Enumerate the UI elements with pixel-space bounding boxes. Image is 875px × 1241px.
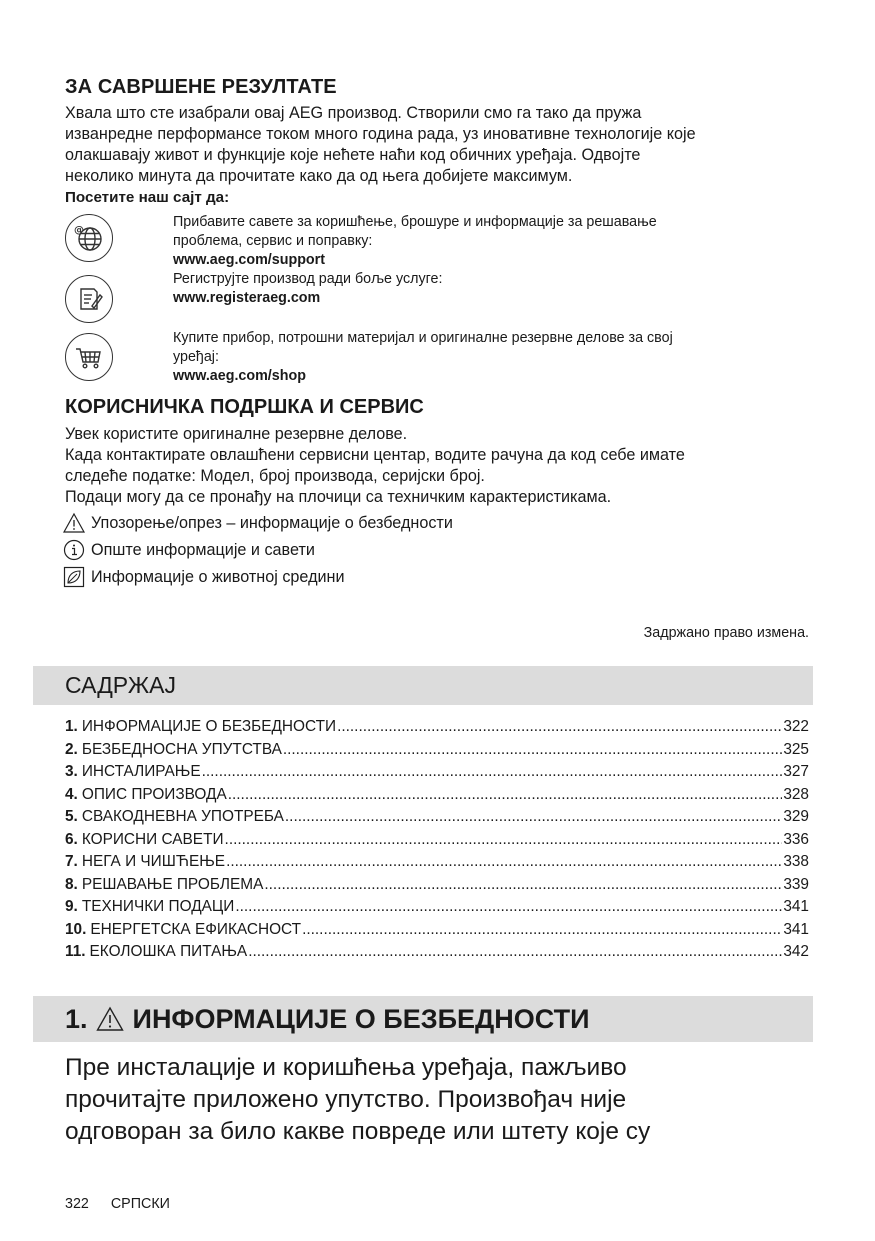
intro-heading: ЗА САВРШЕНЕ РЕЗУЛТАТЕ [65, 76, 337, 98]
legend-environment [63, 566, 345, 588]
legend-info-text: Опште информације и савети [91, 540, 315, 559]
legend-warning [63, 512, 453, 534]
toc-item-number: 9. [65, 898, 78, 915]
support-link[interactable]: www.aeg.com/support [173, 252, 325, 268]
toc-list [65, 716, 809, 964]
toc-item[interactable] [65, 829, 809, 852]
toc-item-number: 2. [65, 740, 78, 758]
register-link[interactable]: www.registeraeg.com [173, 290, 321, 306]
info-icon [63, 539, 85, 561]
section-title: ИНФОРМАЦИЈЕ О БЕЗБЕДНОСТИ [132, 1003, 590, 1034]
toc-item-page: 338 [783, 853, 809, 870]
toc-item-page: 325 [783, 740, 809, 758]
support-line: следеће податке: Модел, број производа, серијски број. [65, 467, 485, 485]
svg-text:@: @ [74, 225, 84, 236]
toc-item-label: ОПИС ПРОИЗВОДА [81, 785, 227, 803]
toc-item-page: 341 [783, 898, 809, 915]
toc-item-number: 6. [65, 830, 78, 848]
toc-item-number: 4. [65, 785, 78, 803]
intro-line: неколико минута да прочитате како да од њега добијете максимум. [65, 167, 573, 185]
toc-item[interactable] [65, 806, 809, 829]
support-paragraph [65, 424, 810, 508]
toc-item-label: ИНФОРМАЦИЈЕ О БЕЗБЕДНОСТИ [81, 718, 337, 735]
globe-icon [65, 214, 113, 262]
toc-dot-leader [337, 716, 782, 739]
toc-item-number: 3. [65, 763, 78, 780]
toc-header-bar [33, 666, 813, 705]
toc-item-label: ЕКОЛОШКА ПИТАЊА [89, 943, 248, 960]
shop-link-block [173, 329, 793, 386]
toc-dot-leader [285, 806, 782, 829]
toc-dot-leader [235, 896, 782, 919]
support-heading: КОРИСНИЧКА ПОДРШКА И СЕРВИС [65, 396, 424, 418]
shop-link[interactable]: www.aeg.com/shop [173, 368, 306, 384]
toc-item-page: 342 [783, 943, 809, 960]
toc-item[interactable] [65, 761, 809, 784]
toc-item[interactable] [65, 941, 809, 964]
lead-line: прочитајте приложено упутство. Произвођач није [65, 1086, 627, 1113]
section-1-header [33, 996, 813, 1042]
toc-item-label: ИНСТАЛИРАЊЕ [81, 763, 201, 780]
toc-item-page: 341 [783, 920, 809, 938]
section-number: 1. [65, 1003, 88, 1034]
toc-item-label: СВАКОДНЕВНА УПОТРЕБА [81, 808, 284, 825]
toc-item-label: КОРИСНИ САВЕТИ [81, 830, 224, 848]
visit-label: Посетите наш сајт да: [65, 189, 230, 206]
lead-line: одговоран за било какве повреде или штету које су [65, 1118, 651, 1145]
support-text: Прибавите савете за коришћење, брошуре и информације за решавање [173, 214, 657, 230]
support-text: проблема, сервис и поправку: [173, 233, 373, 249]
toc-item-label: НЕГА И ЧИШЋЕЊЕ [81, 853, 226, 870]
toc-item-number: 10. [65, 920, 87, 938]
lead-line: Пре инсталације и коришћења уређаја, пажљиво [65, 1054, 627, 1081]
toc-item[interactable] [65, 874, 809, 897]
toc-title: САДРЖАЈ [65, 672, 176, 698]
support-line: Када контактирате овлашћени сервисни центар, водите рачуна да код себе имате [65, 446, 685, 464]
toc-item-number: 5. [65, 808, 78, 825]
toc-item[interactable] [65, 716, 809, 739]
toc-item[interactable] [65, 896, 809, 919]
toc-item-label: ТЕХНИЧКИ ПОДАЦИ [81, 898, 235, 915]
toc-item-number: 8. [65, 875, 78, 893]
page-footer [65, 1196, 170, 1212]
toc-item-page: 336 [783, 830, 809, 848]
rights-reserved-note: Задржано право измена. [643, 625, 809, 641]
toc-dot-leader [248, 941, 782, 964]
toc-dot-leader [302, 919, 782, 942]
toc-item-label: ЕНЕРГЕТСКА ЕФИКАСНОСТ [90, 920, 302, 938]
intro-line: Хвала што сте изабрали овај AEG производ. Створили смо га тако да пружа [65, 104, 642, 122]
legend-info [63, 539, 315, 561]
intro-line: изванредне перформансе током много година рада, уз иновативне технологије које [65, 125, 696, 143]
legend-warning-text: Упозорење/опрез – информације о безбедности [91, 513, 453, 532]
toc-item-page: 328 [783, 785, 809, 803]
toc-dot-leader [283, 739, 782, 762]
toc-item[interactable] [65, 784, 809, 807]
toc-dot-leader [202, 761, 783, 784]
support-line: Увек користите оригиналне резервне делове. [65, 425, 408, 443]
warning-icon [63, 512, 85, 534]
toc-item-label: РЕШАВАЊЕ ПРОБЛЕМА [81, 875, 264, 893]
leaf-icon [63, 566, 85, 588]
toc-item-number: 7. [65, 853, 78, 870]
toc-item-page: 329 [783, 808, 809, 825]
toc-item-page: 327 [783, 763, 809, 780]
intro-line: олакшавају живот и функције које нећете наћи код обичних уређаја. Одвојте [65, 146, 641, 164]
toc-item-label: БЕЗБЕДНОСНА УПУТСТВА [81, 740, 282, 758]
intro-paragraph [65, 103, 810, 208]
shop-text: Купите прибор, потрошни материјал и оригиналне резервне делове за свој [173, 330, 673, 346]
toc-item[interactable] [65, 739, 809, 762]
toc-item-page: 339 [783, 875, 809, 893]
warning-icon [96, 1006, 124, 1032]
shop-text: уређај: [173, 349, 219, 365]
toc-item-number: 1. [65, 718, 78, 735]
shopping-cart-icon [65, 333, 113, 381]
footer-language: СРПСКИ [110, 1196, 170, 1212]
toc-item-page: 322 [783, 718, 809, 735]
legend-environment-text: Информације о животној средини [91, 567, 345, 586]
toc-dot-leader [226, 851, 782, 874]
toc-item-number: 11. [65, 943, 86, 960]
support-link-block [173, 213, 793, 308]
page-number: 322 [65, 1196, 89, 1212]
support-line: Подаци могу да се пронађу на плочици са техничким карактеристикама. [65, 488, 612, 506]
toc-dot-leader [264, 874, 782, 897]
toc-item[interactable] [65, 851, 809, 874]
registration-form-icon [65, 275, 113, 323]
register-text: Региструјте производ ради боље услуге: [173, 271, 443, 287]
toc-dot-leader [228, 784, 783, 807]
toc-item[interactable] [65, 919, 809, 942]
toc-dot-leader [225, 829, 783, 852]
section-1-lead [65, 1052, 810, 1148]
